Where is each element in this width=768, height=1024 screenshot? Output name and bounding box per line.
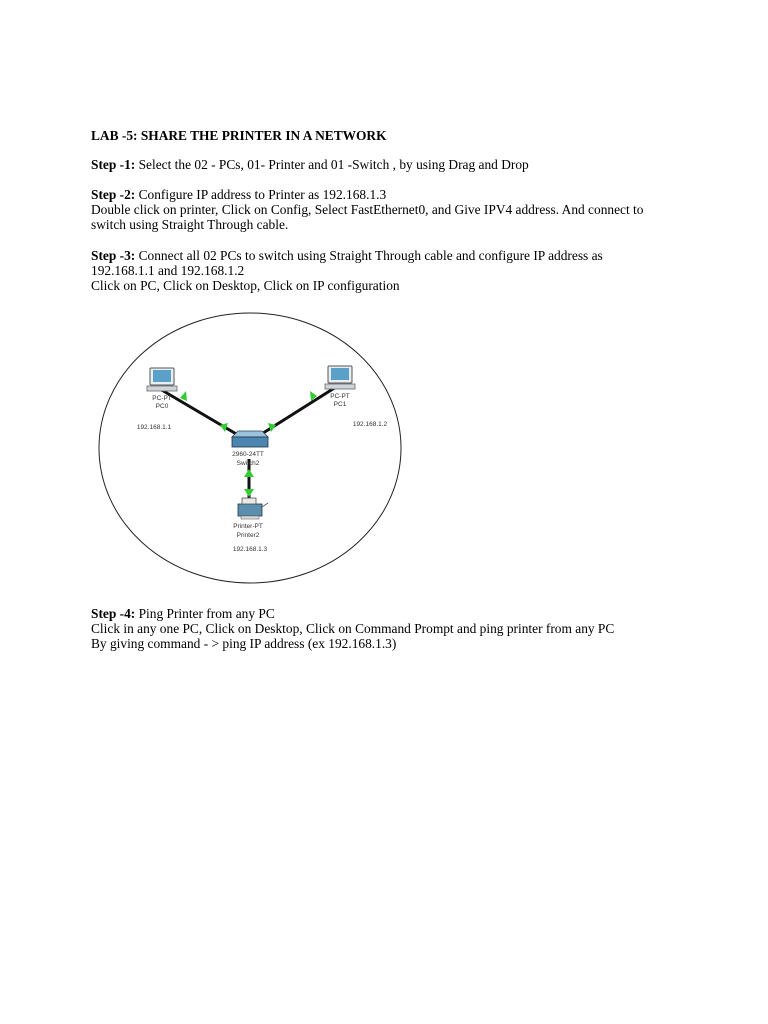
topology-svg: [98, 311, 404, 587]
step-3-text: Connect all 02 PCs to switch using Straight Through cable and configure IP address as: [135, 248, 603, 263]
step-1-text: Select the 02 - PCs, 01- Printer and 01 -Switch , by using Drag and Drop: [135, 157, 529, 172]
step-2-label: Step -2:: [91, 187, 136, 202]
step-3-line-2: Click on PC, Click on Desktop, Click on IP configuration: [91, 278, 400, 293]
step-2-heading: [91, 187, 643, 202]
step-2-line-1: Double click on printer, Click on Config, Select FastEthernet0, and Give IPV4 address. And connect to: [91, 202, 644, 217]
step-1: [91, 157, 529, 172]
step-2: [91, 187, 643, 232]
pc0-type-label: PC-PT: [152, 395, 172, 402]
step-4-label: Step -4:: [91, 606, 136, 621]
link-status-switch-printer: [244, 469, 254, 477]
step-1-heading: [91, 157, 529, 172]
printer-ip-label: 192.168.1.3: [232, 546, 268, 553]
step-3-line-1: 192.168.1.1 and 192.168.1.2: [91, 263, 245, 278]
step-3-heading: [91, 248, 603, 263]
switch-name-label: Switch2: [236, 460, 260, 467]
network-topology-diagram: [98, 311, 404, 587]
step-3: [91, 248, 603, 293]
link-status-pc0: [180, 391, 187, 401]
step-4-heading: [91, 606, 614, 621]
step-3-label: Step -3:: [91, 248, 136, 263]
switch-model-label: 2960-24TT: [232, 451, 264, 458]
printer-icon: [238, 498, 268, 519]
step-4: [91, 606, 614, 651]
pc0-name-label: PC0: [155, 403, 169, 410]
pc1-type-label: PC-PT: [330, 393, 350, 400]
step-4-line-1: Click in any one PC, Click on Desktop, Click on Command Prompt and ping printer from any PC: [91, 621, 615, 636]
step-1-label: Step -1:: [91, 157, 136, 172]
link-status-printer: [244, 489, 254, 497]
pc1-icon: [325, 366, 355, 389]
printer-name-label: Printer2: [236, 532, 260, 539]
printer-type-label: Printer-PT: [233, 523, 263, 530]
topology-boundary: [99, 313, 401, 583]
step-2-line-2: switch using Straight Through cable.: [91, 217, 289, 232]
step-2-text: Configure IP address to Printer as 192.168.1.3: [135, 187, 387, 202]
pc1-ip-label: 192.168.1.2: [352, 421, 388, 428]
pc0-icon: [147, 368, 177, 391]
lab-title: LAB -5: SHARE THE PRINTER IN A NETWORK: [91, 128, 387, 143]
pc1-name-label: PC1: [333, 401, 347, 408]
step-4-line-2: By giving command - > ping IP address (ex 192.168.1.3): [91, 636, 397, 651]
step-4-text: Ping Printer from any PC: [135, 606, 275, 621]
switch-icon: [232, 431, 268, 447]
pc0-ip-label: 192.168.1.1: [136, 424, 172, 431]
